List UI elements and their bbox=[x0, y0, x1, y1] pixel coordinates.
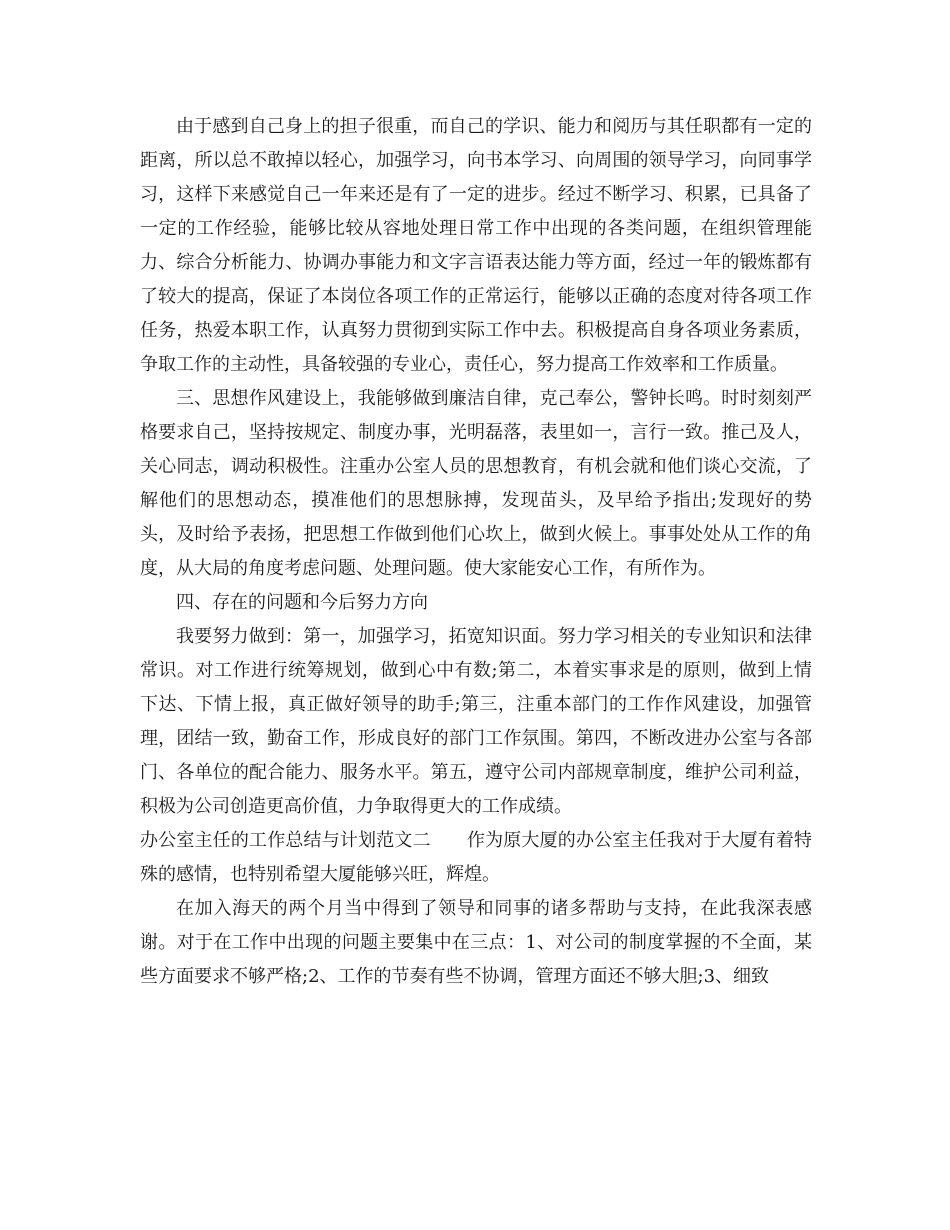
section-heading-problems-direction bbox=[140, 586, 812, 620]
paragraph-text: 我要努力做到：第一，加强学习，拓宽知识面。努力学习相关的专业知识和法律常识。对工作进行统筹规划，做到心中有数;第二，本着实事求是的原则，做到上情下达、下情上报，真正做好领导的助手;第三，注重本部门的工作作风建设，加强管理，团结一致，勤奋工作，形成良好的部门工作氛围。第四，不断改进办公室与各部门、各单位的配合能力、服务水平。第五，遵守公司内部规章制度，维护公司利益，积极为公司创造更高价值，力争取得更大的工作成绩。 bbox=[140, 626, 812, 817]
heading-text: 四、存在的问题和今后努力方向 bbox=[176, 592, 428, 613]
paragraph-ideological-style bbox=[140, 382, 812, 586]
paragraph-haitian-thanks bbox=[140, 892, 812, 994]
paragraph-sample-two bbox=[140, 824, 812, 892]
paragraph-text: 三、思想作风建设上，我能够做到廉洁自律，克己奉公，警钟长鸣。时时刻刻严格要求自己，坚持按规定、制度办事，光明磊落，表里如一，言行一致。推己及人，关心同志，调动积极性。注重办公室人员的思想教育，有机会就和他们谈心交流，了解他们的思想动态，摸准他们的思想脉搏，发现苗头，及早给予指出;发现好的势头，及时给予表扬，把思想工作做到他们心坎上，做到火候上。事事处处从工作的角度，从大局的角度考虑问题、处理问题。使大家能安心工作，有所作为。 bbox=[140, 388, 812, 579]
paragraph-text: 作为原大厦的办公室主任我对于大厦有着特殊的感情，也特别希望大厦能够兴旺，辉煌。 bbox=[140, 830, 813, 885]
document-body bbox=[140, 110, 812, 994]
paragraph-study-progress bbox=[140, 110, 812, 382]
sample-two-heading: 办公室主任的工作总结与计划范文二 bbox=[140, 830, 431, 851]
paragraph-text: 在加入海天的两个月当中得到了领导和同事的诸多帮助与支持，在此我深表感谢。对于在工作中出现的问题主要集中在三点：1、对公司的制度掌握的不全面，某些方面要求不够严格;2、工作的节奏有些不协调，管理方面还不够大胆;3、细致 bbox=[140, 898, 812, 987]
paragraph-improvement-goals bbox=[140, 620, 812, 824]
paragraph-text: 由于感到自己身上的担子很重，而自己的学识、能力和阅历与其任职都有一定的距离，所以总不敢掉以轻心，加强学习，向书本学习、向周围的领导学习，向同事学习，这样下来感觉自己一年来还是有了一定的进步。经过不断学习、积累，已具备了一定的工作经验，能够比较从容地处理日常工作中出现的各类问题，在组织管理能力、综合分析能力、协调办事能力和文字言语表达能力等方面，经过一年的锻炼都有了较大的提高，保证了本岗位各项工作的正常运行，能够以正确的态度对待各项工作任务，热爱本职工作，认真努力贯彻到实际工作中去。积极提高自身各项业务素质，争取工作的主动性，具备较强的专业心，责任心，努力提高工作效率和工作质量。 bbox=[140, 116, 812, 375]
